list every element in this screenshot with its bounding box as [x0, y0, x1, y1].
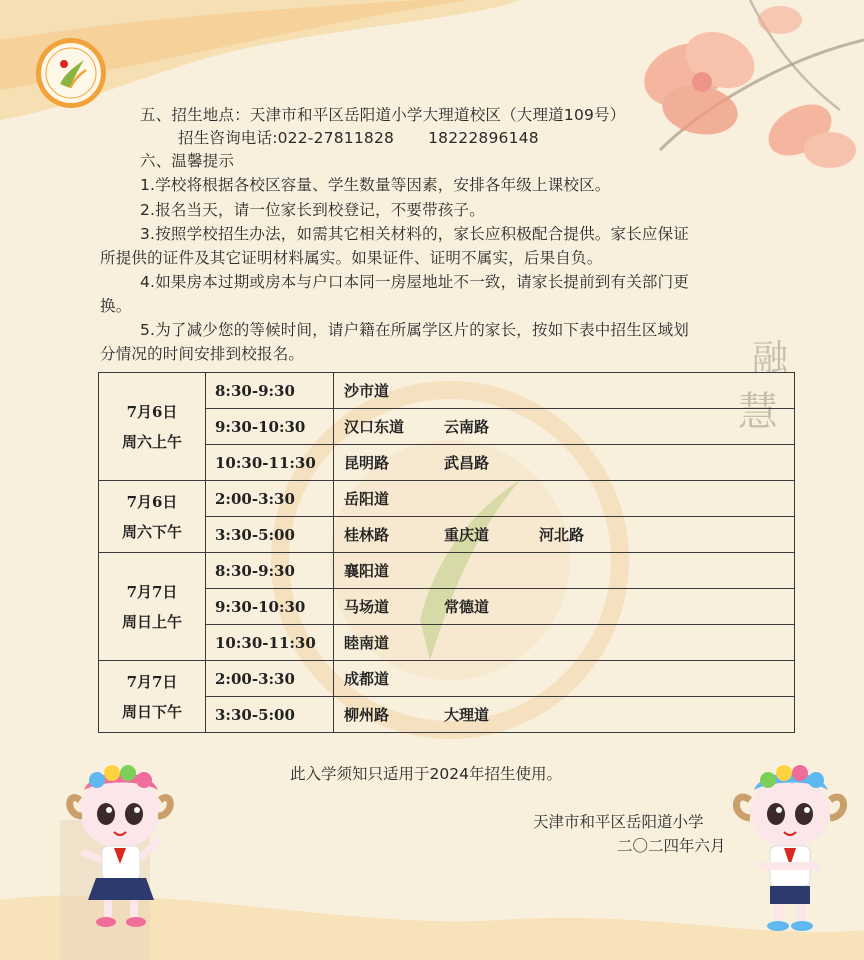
day-period: 周日上午	[121, 612, 182, 631]
day-cell	[99, 481, 206, 553]
phone-number-1: 招生咨询电话:022-27811828	[178, 129, 395, 147]
area-cell	[334, 517, 795, 553]
day-cell	[99, 373, 206, 481]
table-row	[99, 481, 795, 517]
time-cell: 10:30-11:30	[206, 625, 334, 661]
tip-4-line-1: 4.如果房本过期或房本与户口本同一房屋地址不一致，请家长提前到有关部门更	[140, 273, 689, 291]
tip-3-line-1: 3.按照学校招生办法，如需其它相关材料的，家长应积极配合提供。家长应保证	[140, 225, 689, 243]
time-cell: 3:30-5:00	[206, 697, 334, 733]
decorative-char-2: 慧	[738, 389, 778, 435]
table-row	[99, 373, 795, 409]
area-name: 重庆道	[444, 526, 490, 544]
time-cell: 10:30-11:30	[206, 445, 334, 481]
day-date: 7月6日	[126, 402, 178, 421]
time-cell: 3:30-5:00	[206, 517, 334, 553]
tips-heading: 六、温馨提示	[140, 152, 235, 170]
tip-3-line-2: 所提供的证件及其它证明材料属实。如果证件、证明不属实，后果自负。	[100, 249, 603, 267]
area-name: 沙市道	[344, 382, 390, 400]
area-name: 岳阳道	[344, 490, 390, 508]
phone-number-2: 18222896148	[428, 129, 539, 147]
registration-schedule-table	[98, 372, 795, 733]
area-cell	[334, 445, 795, 481]
day-date: 7月6日	[126, 492, 178, 511]
area-name: 马场道	[344, 598, 390, 616]
school-signature: 天津市和平区岳阳道小学	[533, 813, 704, 831]
mascot-boy-icon	[730, 762, 850, 934]
area-name: 成都道	[344, 670, 390, 688]
consult-phone	[178, 127, 539, 149]
area-cell	[334, 481, 795, 517]
area-name: 汉口东道	[344, 418, 405, 436]
tip-2: 2.报名当天，请一位家长到校登记，不要带孩子。	[140, 201, 485, 219]
area-cell	[334, 697, 795, 733]
time-cell: 2:00-3:30	[206, 661, 334, 697]
area-name: 柳州路	[344, 706, 390, 724]
day-date: 7月7日	[126, 582, 178, 601]
area-name: 襄阳道	[344, 562, 390, 580]
tip-4-line-2: 换。	[100, 297, 132, 315]
enrollment-address: 五、招生地点：天津市和平区岳阳道小学大理道校区（大理道109号）	[140, 106, 626, 124]
day-period: 周六下午	[121, 522, 182, 541]
tip-5-line-1: 5.为了减少您的等候时间，请户籍在所属学区片的家长，按如下表中招生区域划	[140, 321, 689, 339]
area-name: 睦南道	[344, 634, 390, 652]
area-name: 河北路	[539, 526, 585, 544]
area-cell	[334, 373, 795, 409]
time-cell: 8:30-9:30	[206, 373, 334, 409]
area-cell	[334, 661, 795, 697]
day-period: 周日下午	[121, 702, 182, 721]
time-cell: 2:00-3:30	[206, 481, 334, 517]
day-period: 周六上午	[121, 432, 182, 451]
area-cell	[334, 625, 795, 661]
area-name: 云南路	[444, 418, 490, 436]
mascot-girl-icon	[62, 760, 180, 930]
tip-5-line-2: 分情况的时间安排到校报名。	[100, 345, 305, 363]
decorative-char-1: 融	[752, 338, 789, 379]
time-cell: 9:30-10:30	[206, 409, 334, 445]
day-cell	[99, 661, 206, 733]
issue-date: 二〇二四年六月	[617, 837, 726, 855]
area-name: 常德道	[444, 598, 490, 616]
time-cell: 9:30-10:30	[206, 589, 334, 625]
school-logo-icon	[34, 36, 108, 110]
day-date: 7月7日	[126, 672, 178, 691]
tip-1: 1.学校将根据各校区容量、学生数量等因素，安排各年级上课校区。	[140, 176, 611, 194]
area-cell	[334, 409, 795, 445]
area-name: 大理道	[444, 706, 490, 724]
area-name: 桂林路	[344, 526, 390, 544]
area-cell	[334, 553, 795, 589]
day-cell	[99, 553, 206, 661]
area-cell	[334, 589, 795, 625]
table-row	[99, 661, 795, 697]
area-name: 武昌路	[444, 454, 490, 472]
area-name: 昆明路	[344, 454, 390, 472]
usage-note: 此入学须知只适用于2024年招生使用。	[290, 765, 562, 783]
time-cell: 8:30-9:30	[206, 553, 334, 589]
table-row	[99, 553, 795, 589]
